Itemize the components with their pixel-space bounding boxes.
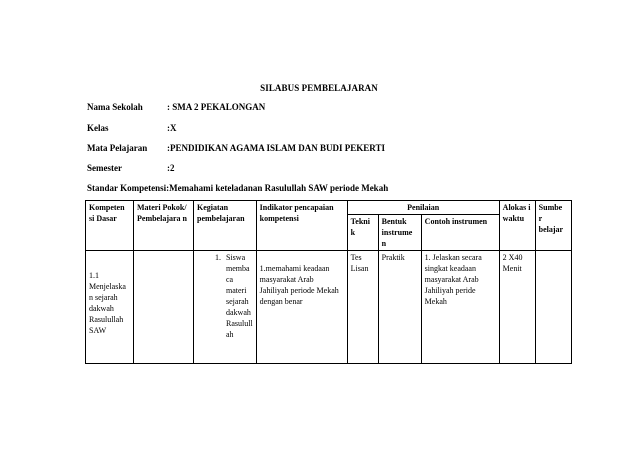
kegiatan-number: 1. bbox=[215, 253, 221, 262]
info-value: :PENDIDIKAN AGAMA ISLAM DAN BUDI PEKERTI bbox=[167, 143, 385, 153]
header-kompetensi-dasar: Kompeten si Dasar bbox=[86, 201, 134, 251]
header-penilaian: Penilaian bbox=[347, 201, 499, 215]
info-value: :X bbox=[167, 123, 177, 133]
info-value: : SMA 2 PEKALONGAN bbox=[167, 102, 266, 112]
info-label: Mata Pelajaran bbox=[87, 143, 148, 153]
header-bentuk: Bentuk instrume n bbox=[378, 215, 421, 251]
info-label: Nama Sekolah bbox=[87, 102, 143, 112]
cell-materi bbox=[134, 251, 194, 364]
cell-contoh: 1. Jelaskan secara singkat keadaan masyarakat Arab Jahiliyah peride Mekah bbox=[421, 251, 499, 364]
indikator-text: 1.memahami keadaan masyarakat Arab Jahiliyah periode Mekah dengan benar bbox=[259, 264, 339, 306]
cell-sumber bbox=[535, 251, 571, 364]
header-contoh: Contoh instrumen bbox=[421, 215, 499, 251]
document-title: SILABUS PEMBELAJARAN bbox=[260, 83, 378, 93]
cell-alokasi: 2 X40 Menit bbox=[499, 251, 535, 364]
header-indikator: Indikator pencapaian kompetensi bbox=[256, 201, 347, 251]
kegiatan-text: Siswa memba ca materi sejarah dakwah Rasulull ah bbox=[226, 253, 253, 339]
header-kegiatan: Kegiatan pembelajaran bbox=[194, 201, 257, 251]
cell-kompetensi-dasar bbox=[86, 251, 134, 364]
cell-kegiatan bbox=[194, 251, 257, 364]
cell-indikator bbox=[256, 251, 347, 364]
info-value: :2 bbox=[167, 163, 175, 173]
cell-bentuk: Praktik bbox=[378, 251, 421, 364]
header-sumber: Sumbe r belajar bbox=[535, 201, 571, 251]
kegiatan-list-item bbox=[197, 252, 253, 340]
header-row bbox=[86, 201, 572, 215]
silabus-table bbox=[85, 200, 572, 364]
header-alokasi: Alokas i waktu bbox=[499, 201, 535, 251]
header-teknik: Tekni k bbox=[347, 215, 378, 251]
kompetensi-dasar-text: 1.1 Menjelaska n sejarah dakwah Rasulullah SAW bbox=[89, 271, 126, 335]
header-materi: Materi Pokok/ Pembelajara n bbox=[134, 201, 194, 251]
info-label: Kelas bbox=[87, 123, 109, 133]
cell-teknik: Tes Lisan bbox=[347, 251, 378, 364]
info-label: Semester bbox=[87, 163, 122, 173]
table-row bbox=[86, 251, 572, 364]
standar-kompetensi: Standar Kompetensi:Memahami keteladanan Rasulullah SAW periode Mekah bbox=[87, 183, 389, 193]
